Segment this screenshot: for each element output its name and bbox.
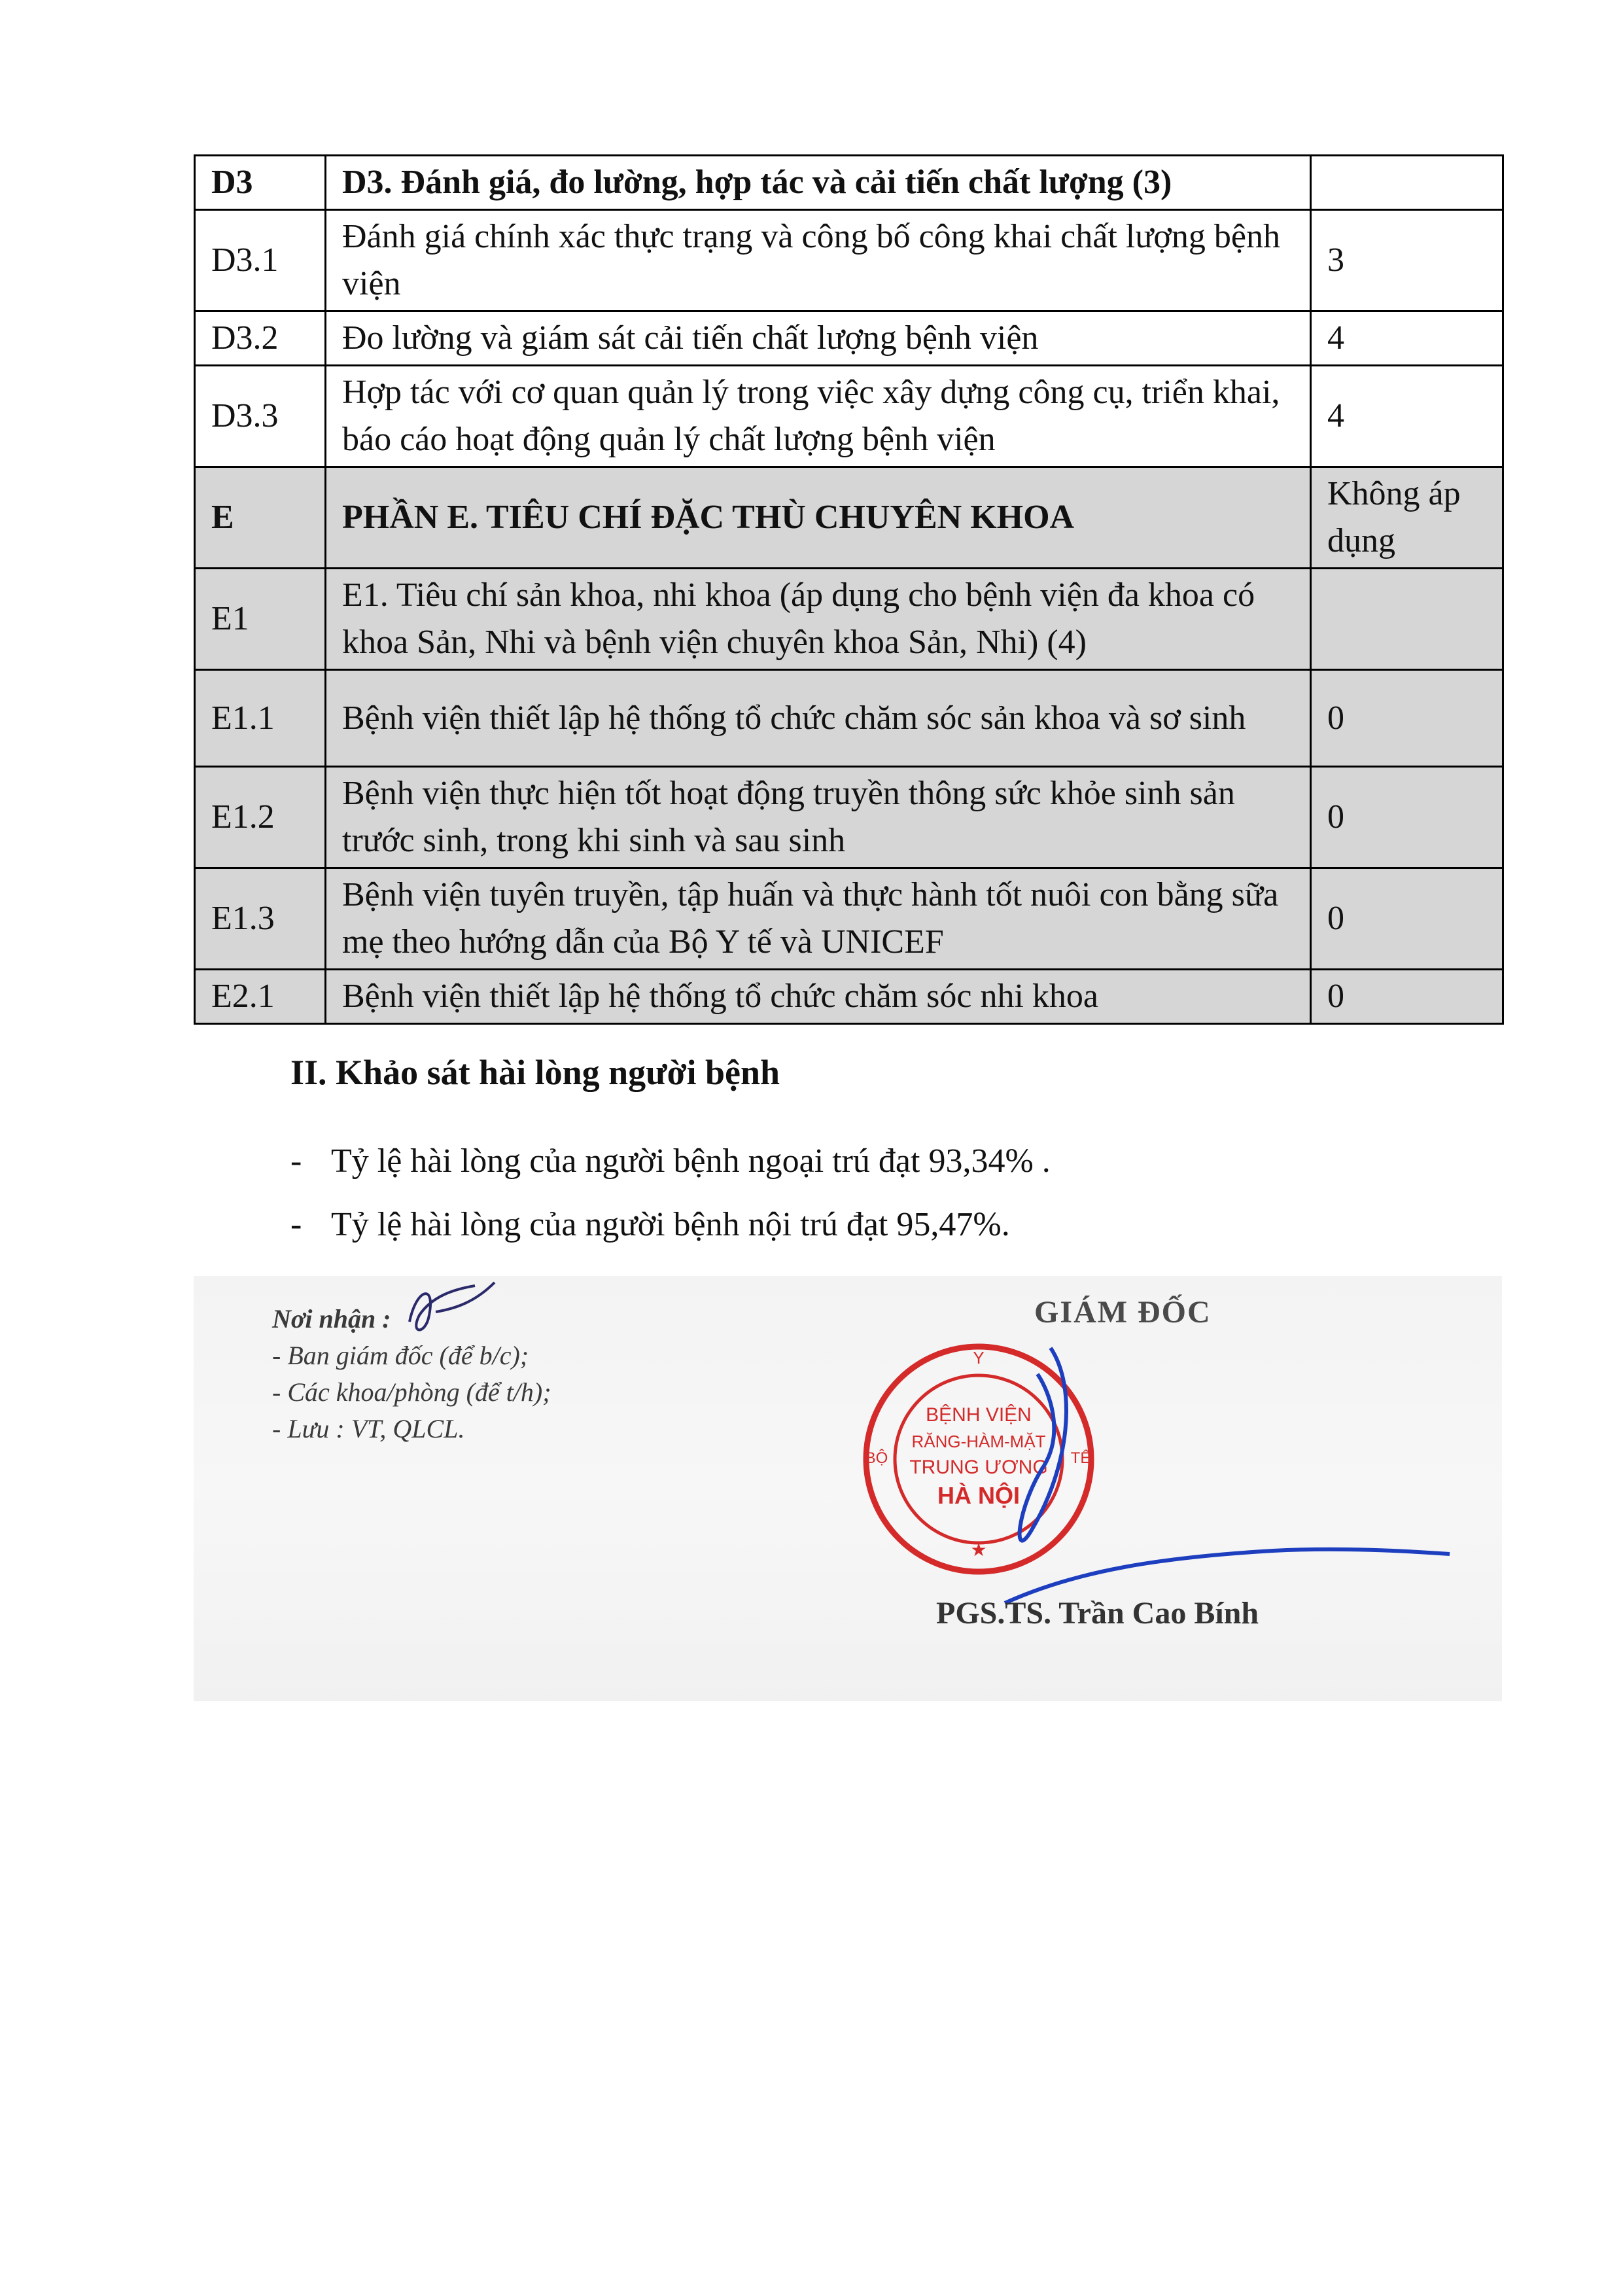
stamp-line: HÀ NỘI [937, 1482, 1020, 1509]
initials-signature-icon [396, 1276, 514, 1348]
row-content: Đo lường và giám sát cải tiến chất lượng bệnh viện [326, 311, 1311, 366]
row-content: PHẦN E. TIÊU CHÍ ĐẶC THÙ CHUYÊN KHOA [326, 467, 1311, 569]
recipient-line: - Các khoa/phòng (để t/h); [272, 1377, 551, 1407]
table-row [195, 670, 1503, 767]
row-value [1311, 569, 1503, 670]
row-code: E1.3 [195, 868, 326, 970]
row-value: 0 [1311, 970, 1503, 1024]
table-row [195, 467, 1503, 569]
row-code: D3.3 [195, 366, 326, 467]
svg-text:★: ★ [970, 1540, 987, 1561]
row-content: D3. Đánh giá, đo lường, hợp tác và cải tiến chất lượng (3) [326, 156, 1311, 210]
section-heading: II. Khảo sát hài lòng người bệnh [290, 1053, 780, 1092]
bullet-dash: - [290, 1206, 302, 1243]
table-row [195, 366, 1503, 467]
table-row [195, 868, 1503, 970]
row-value: 4 [1311, 366, 1503, 467]
row-code: E2.1 [195, 970, 326, 1024]
table-row [195, 311, 1503, 366]
evaluation-table [194, 154, 1504, 1025]
signature-block [194, 1276, 1502, 1701]
row-content: Bệnh viện thiết lập hệ thống tổ chức chăm sóc nhi khoa [326, 970, 1311, 1024]
row-content: Đánh giá chính xác thực trạng và công bố công khai chất lượng bệnh viện [326, 210, 1311, 311]
row-code: E1.2 [195, 767, 326, 868]
table-row [195, 767, 1503, 868]
row-value: Không áp dụng [1311, 467, 1503, 569]
stamp-line: TRUNG ƯƠNG [909, 1457, 1048, 1478]
row-code: E [195, 467, 326, 569]
recipient-line: - Lưu : VT, QLCL. [272, 1414, 465, 1443]
table-row [195, 970, 1503, 1024]
row-content: E1. Tiêu chí sản khoa, nhi khoa (áp dụng cho bệnh viện đa khoa có khoa Sản, Nhi và bệnh viện chuyên khoa Sản, Nhi) (4) [326, 569, 1311, 670]
recipient-line: - Ban giám đốc (để b/c); [272, 1341, 529, 1370]
row-code: E1 [195, 569, 326, 670]
row-code: D3.2 [195, 311, 326, 366]
stamp-ring-top: Y [973, 1348, 985, 1368]
row-content: Bệnh viện thiết lập hệ thống tổ chức chăm sóc sản khoa và sơ sinh [326, 670, 1311, 767]
table-row [195, 569, 1503, 670]
recipients-title: Nơi nhận : [272, 1304, 391, 1333]
row-value: 0 [1311, 670, 1503, 767]
director-title: GIÁM ĐỐC [1034, 1295, 1212, 1330]
satisfaction-list [290, 1142, 1051, 1269]
stamp-line: RĂNG-HÀM-MẶT [911, 1432, 1046, 1451]
row-value: 0 [1311, 767, 1503, 868]
row-code: D3.1 [195, 210, 326, 311]
table-row [195, 210, 1503, 311]
bullet-dash: - [290, 1142, 302, 1180]
row-code: D3 [195, 156, 326, 210]
stamp-line: BỆNH VIỆN [926, 1404, 1032, 1426]
stamp-ring-right: TẾ [1070, 1449, 1091, 1467]
row-value: 3 [1311, 210, 1503, 311]
row-content: Bệnh viện thực hiện tốt hoạt động truyền thông sức khỏe sinh sản trước sinh, trong khi sinh và sau sinh [326, 767, 1311, 868]
row-value [1311, 156, 1503, 210]
list-item [290, 1142, 1051, 1180]
row-value: 0 [1311, 868, 1503, 970]
bullet-text: Tỷ lệ hài lòng của người bệnh nội trú đạt 95,47%. [331, 1206, 1010, 1243]
table-row [195, 156, 1503, 210]
row-value: 4 [1311, 311, 1503, 366]
bullet-text: Tỷ lệ hài lòng của người bệnh ngoại trú đạt 93,34% . [331, 1142, 1051, 1180]
signer-name: PGS.TS. Trần Cao Bính [936, 1596, 1259, 1631]
row-code: E1.1 [195, 670, 326, 767]
stamp-ring-left: BỘ [865, 1449, 888, 1467]
row-content: Bệnh viện tuyên truyền, tập huấn và thực hành tốt nuôi con bằng sữa mẹ theo hướng dẫn của Bộ Y tế và UNICEF [326, 868, 1311, 970]
row-content: Hợp tác với cơ quan quản lý trong việc xây dựng công cụ, triển khai, báo cáo hoạt động quản lý chất lượng bệnh viện [326, 366, 1311, 467]
list-item [290, 1205, 1051, 1244]
